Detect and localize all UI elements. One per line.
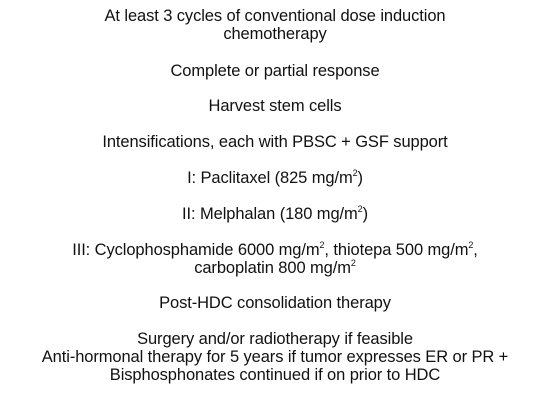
intensifications-step: Intensifications, each with PBSC + GSF support — [102, 133, 448, 151]
intensification-i-close: ) — [357, 169, 363, 187]
intensification-iii-line1 — [0, 241, 550, 259]
intensification-ii-close: ) — [362, 205, 368, 223]
intensification-ii-text: II: Melphalan (180 mg/m — [182, 205, 358, 223]
final-step-line1: Surgery and/or radiotherapy if feasible — [137, 330, 413, 348]
harvest-step: Harvest stem cells — [208, 97, 342, 115]
intensification-iii-part1: III: Cyclophosphamide 6000 mg/m — [72, 241, 320, 259]
intensification-i-sup: 2 — [352, 167, 358, 178]
intensification-iii-line2 — [0, 259, 550, 277]
intensification-ii-sup: 2 — [357, 203, 363, 214]
intensification-i — [0, 169, 550, 187]
final-step-line3: Bisphosphonates continued if on prior to HDC — [109, 366, 441, 384]
induction-step-line1: At least 3 cycles of conventional dose induction — [104, 7, 446, 25]
intensification-iii-sup1: 2 — [319, 239, 325, 250]
response-step: Complete or partial response — [170, 62, 380, 80]
intensification-iii-sup2: 2 — [468, 239, 474, 250]
intensification-i-text: I: Paclitaxel (825 mg/m — [187, 169, 353, 187]
induction-step-line2: chemotherapy — [223, 25, 327, 43]
intensification-iii-part2: , thiotepa 500 mg/m — [324, 241, 469, 259]
intensification-iii-part3: , — [473, 241, 478, 259]
intensification-ii — [0, 205, 550, 223]
intensification-iii-carboplatin: carboplatin 800 mg/m — [194, 259, 351, 277]
intensification-iii-sup3: 2 — [350, 257, 356, 268]
final-step-line2: Anti-hormonal therapy for 5 years if tumor expresses ER or PR + — [41, 348, 509, 366]
consolidation-step: Post-HDC consolidation therapy — [159, 294, 391, 312]
